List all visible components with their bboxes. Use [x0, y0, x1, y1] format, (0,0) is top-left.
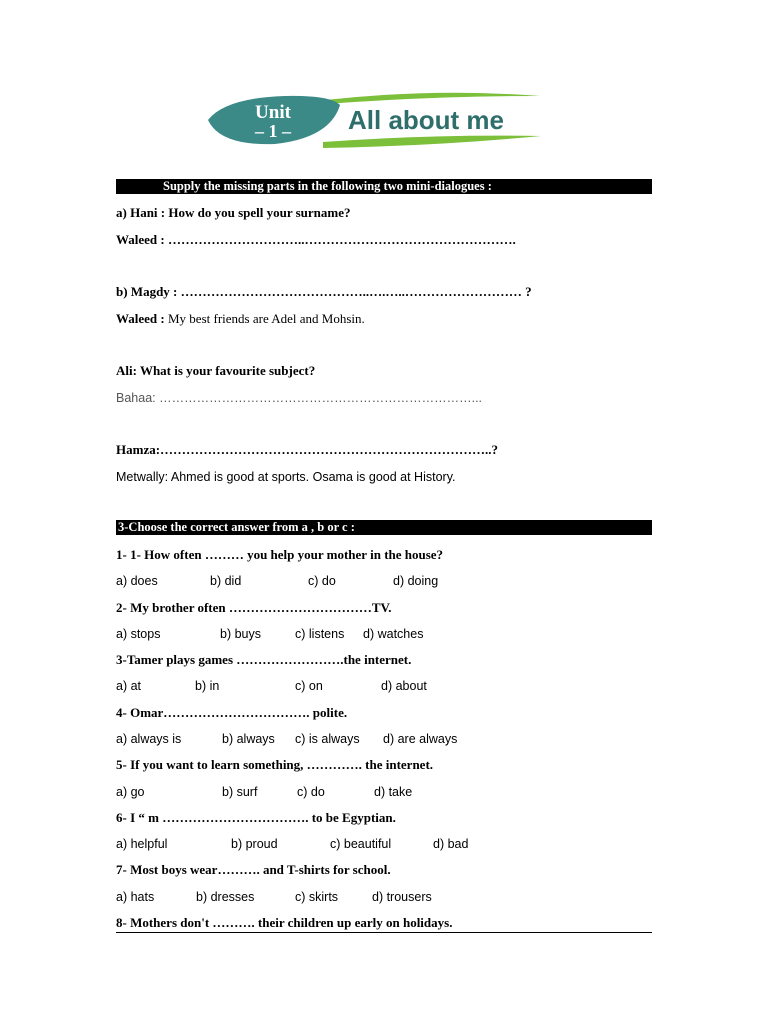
option-a: a) helpful — [116, 837, 168, 851]
option-b: b) proud — [231, 837, 278, 851]
option-b: b) dresses — [196, 890, 255, 904]
option-a: a) at — [116, 679, 142, 693]
dialogue-line-waleed-1 — [116, 232, 516, 248]
option-d: d) take — [374, 785, 413, 799]
unit-banner — [205, 90, 550, 152]
answer-text: My best friends are Adel and Mohsin. — [164, 311, 365, 326]
option-b: b) buys — [220, 627, 261, 641]
dialogue-line-hani: a) Hani : How do you spell your surname? — [116, 205, 351, 220]
bottom-rule — [116, 932, 652, 933]
question-6: 6- I “ m ……………………………. to be Egyptian. — [116, 810, 396, 825]
unit-number: – 1 – — [255, 121, 291, 141]
green-swoosh-top — [325, 93, 540, 104]
option-c: c) is always — [295, 732, 360, 746]
option-b: b) in — [195, 679, 220, 693]
dialogue-line-bahaa: Bahaa: …………………………………………………………………... — [116, 391, 483, 405]
dialogue-line-metwally: Metwally: Ahmed is good at sports. Osama is good at History. — [116, 470, 456, 484]
option-d: d) about — [381, 679, 427, 693]
option-b: b) surf — [222, 785, 258, 799]
option-a: a) always is — [116, 732, 182, 746]
option-c: c) skirts — [295, 890, 339, 904]
option-c: c) do — [308, 574, 336, 588]
option-a: a) hats — [116, 890, 155, 904]
question-1: 1- 1- How often ……… you help your mother in the house? — [116, 547, 444, 562]
question-3: 3-Tamer plays games …………………….the internet. — [116, 652, 412, 667]
option-c: c) listens — [295, 627, 345, 641]
option-d: d) are always — [383, 732, 458, 746]
question-7: 7- Most boys wear………. and T-shirts for school. — [116, 862, 391, 877]
green-swoosh-bottom — [323, 136, 541, 148]
dialogue-line-hamza: Hamza:…………………………………………………………………..? — [116, 442, 499, 457]
section2-heading: 3-Choose the correct answer from a , b or c : — [116, 520, 652, 535]
unit-word: Unit — [255, 102, 291, 123]
option-b: b) did — [210, 574, 242, 588]
question-4: 4- Omar……………………………. polite. — [116, 705, 348, 720]
dialogue-line-magdy: b) Magdy : ……………………………………..….…..……………………… ? — [116, 284, 532, 299]
question-8: 8- Mothers don't ………. their children up early on holidays. — [116, 915, 453, 930]
option-a: a) go — [116, 785, 145, 799]
option-c: c) do — [297, 785, 325, 799]
unit-title: All about me — [348, 105, 505, 135]
option-d: d) watches — [363, 627, 424, 641]
option-c: c) on — [295, 679, 323, 693]
option-b: b) always — [222, 732, 275, 746]
speaker-label: Waleed : — [116, 232, 165, 247]
answer-blank: …………………………..…………………………………………. — [164, 232, 516, 247]
question-2: 2- My brother often ……………………………TV. — [116, 600, 392, 615]
option-c: c) beautiful — [330, 837, 392, 851]
section1-heading: Supply the missing parts in the following two mini-dialogues : — [116, 179, 652, 194]
question-5: 5- If you want to learn something, …………. the internet. — [116, 757, 434, 772]
option-a: a) stops — [116, 627, 161, 641]
dialogue-line-waleed-2 — [116, 311, 365, 327]
option-d: d) bad — [433, 837, 469, 851]
speaker-label: Waleed : — [116, 311, 165, 326]
option-d: d) doing — [393, 574, 439, 588]
dialogue-line-ali: Ali: What is your favourite subject? — [116, 363, 316, 378]
option-d: d) trousers — [372, 890, 432, 904]
option-a: a) does — [116, 574, 158, 588]
